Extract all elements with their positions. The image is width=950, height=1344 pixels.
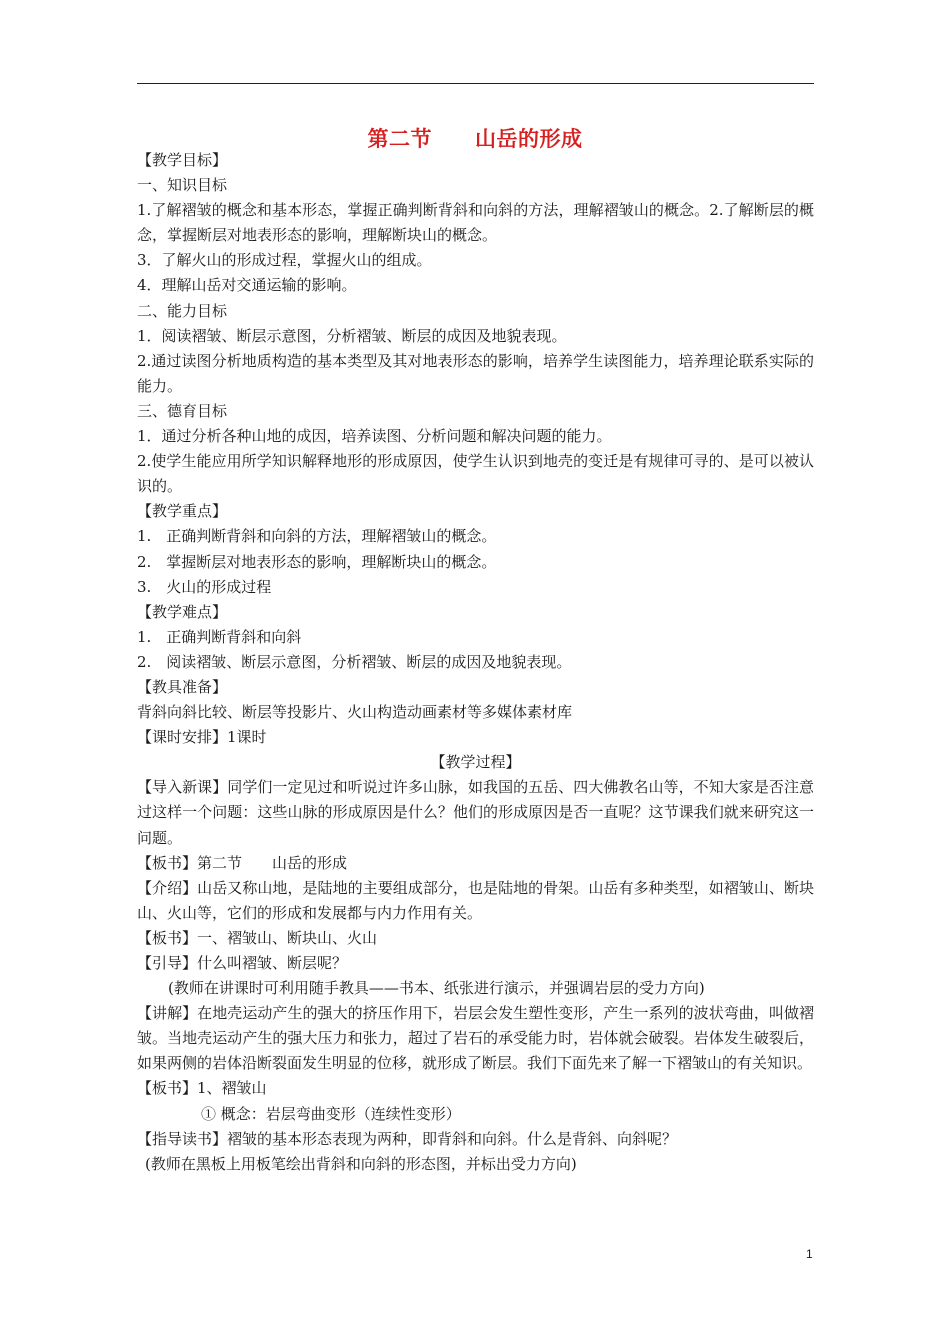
paragraph: 二、能力目标: [137, 301, 228, 320]
paragraph: 【教学过程】: [430, 753, 521, 772]
paragraph: 1.了解褶皱的概念和基本形态，掌握正确判断背斜和向斜的方法，理解褶皱山的概念。2.了解断层的概念，掌握断层对地表形态的影响，理解断块山的概念。: [137, 201, 814, 245]
paragraph: 2. 阅读褶皱、断层示意图，分析褶皱、断层的成因及地貌表现。: [137, 652, 572, 671]
paragraph: 4．理解山岳对交通运输的影响。: [137, 276, 357, 295]
paragraph: 【教学难点】: [137, 602, 228, 621]
paragraph: 【课时安排】1课时: [137, 728, 267, 747]
paragraph: 【板书】一、褶皱山、断块山、火山: [137, 928, 378, 947]
page-title: 第二节 山岳的形成: [367, 126, 583, 151]
paragraph: 3. 火山的形成过程: [137, 577, 272, 596]
paragraph: 2.通过读图分析地质构造的基本类型及其对地表形态的影响，培养学生读图能力，培养理论联系实际的能力。: [137, 351, 814, 395]
paragraph: (教师在黑板上用板笔绘出背斜和向斜的形态图，并标出受力方向): [145, 1154, 577, 1173]
paragraph: 【教具准备】: [137, 677, 228, 696]
paragraph: 一、知识目标: [137, 176, 228, 195]
paragraph: 【引导】什么叫褶皱、断层呢？: [137, 954, 348, 972]
paragraph: 3．了解火山的形成过程，掌握火山的组成。: [137, 251, 432, 270]
paragraph: 【板书】1、褶皱山: [137, 1079, 267, 1098]
paragraph: 2. 掌握断层对地表形态的影响，理解断块山的概念。: [137, 552, 497, 571]
paragraph: 【教学目标】: [137, 151, 228, 169]
paragraph: 2.使学生能应用所学知识解释地形的形成原因，使学生认识到地壳的变迁是有规律可寻的、是可以被认识的。: [137, 452, 814, 496]
paragraph: 【指导读书】褶皱的基本形态表现为两种，即背斜和向斜。什么是背斜、向斜呢？: [137, 1129, 678, 1148]
paragraph: 【讲解】在地壳运动产生的强大的挤压作用下，岩层会发生塑性变形，产生一系列的波状弯曲，叫做褶皱。当地壳运动产生的强大压力和张力，超过了岩石的承受能力时，岩体就会破裂。岩体发生破裂后，如果两侧的岩体沿断裂面发生明显的位移，就形成了断层。我们下面先来了解一下褶皱山的有关知识。: [137, 1004, 814, 1073]
paragraph: 背斜向斜比较、断层等投影片、火山构造动画素材等多媒体素材库: [137, 703, 573, 722]
paragraph: 三、德育目标: [137, 401, 228, 420]
paragraph: 【板书】第二节 山岳的形成: [137, 853, 348, 872]
page-number: 1: [806, 1247, 813, 1261]
paragraph: 【导入新课】同学们一定见过和听说过许多山脉，如我国的五岳、四大佛教名山等，不知大家是否注意过这样一个问题：这些山脉的形成原因是什么？他们的形成原因是否一直呢？这节课我们就来研究这一问题。: [137, 778, 814, 847]
paragraph: 1. 正确判断背斜和向斜的方法，理解褶皱山的概念。: [137, 527, 497, 546]
document-body: [137, 148, 814, 1177]
paragraph: 1. 正确判断背斜和向斜: [137, 627, 302, 646]
paragraph: 1．阅读褶皱、断层示意图，分析褶皱、断层的成因及地貌表现。: [137, 326, 567, 345]
paragraph: ① 概念：岩层弯曲变形（连续性变形）: [201, 1104, 461, 1123]
paragraph: 1．通过分析各种山地的成因，培养读图、分析问题和解决问题的能力。: [137, 427, 612, 446]
paragraph: (教师在讲课时可利用随手教具——书本、纸张进行演示，并强调岩层的受力方向): [168, 979, 705, 998]
paragraph: 【介绍】山岳又称山地，是陆地的主要组成部分，也是陆地的骨架。山岳有多种类型，如褶皱山、断块山、火山等，它们的形成和发展都与内力作用有关。: [137, 878, 814, 922]
paragraph: 【教学重点】: [137, 502, 228, 521]
header-rule: [137, 83, 814, 84]
